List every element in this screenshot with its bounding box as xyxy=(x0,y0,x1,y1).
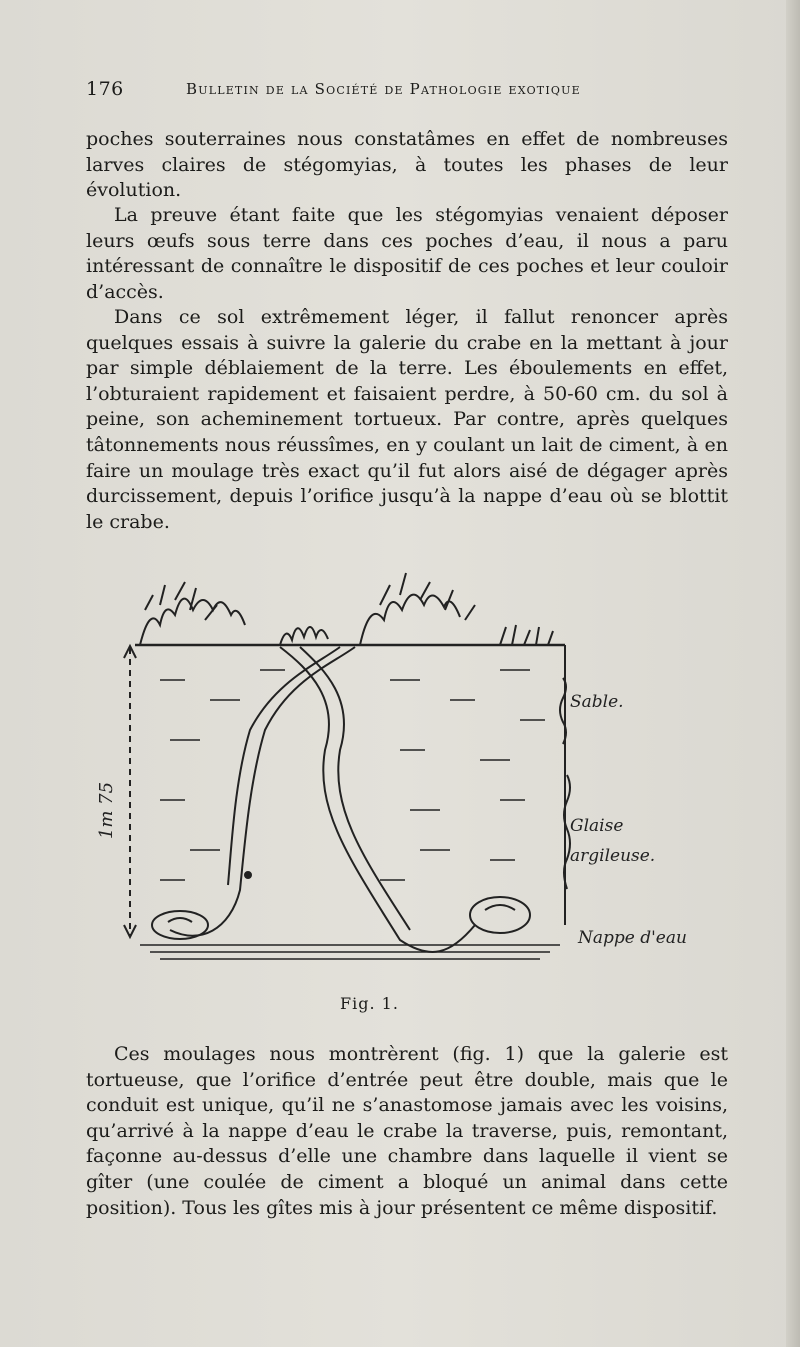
page-number: 176 xyxy=(86,78,124,100)
label-argileuse: argileuse. xyxy=(570,846,656,866)
paragraph-2: La preuve étant faite que les stégomyias venaient déposer leurs œufs sous terre dans ces poches d’eau, il nous a paru intéressant de connaître le dispositif de ces poches et leur couloir d’accès. xyxy=(86,204,728,303)
figure-crab-burrow xyxy=(96,550,720,990)
page-edge xyxy=(786,0,800,1347)
label-depth: 1m 75 xyxy=(96,781,118,840)
paragraph-4: Ces moulages nous montrèrent (fig. 1) que la galerie est tortueuse, que l’orifice d’entrée peut être double, mais que le conduit est unique, qu’il ne s’anastomose jamais avec les voisins, qu’arrivé à la nappe d’eau le crabe la traverse, puis, remontant, façonne au-dessus d’elle une chambre dans laquelle il vient se gîter (une coulée de ciment a bloqué un animal dans cette position). Tous les gîtes mis à jour présentent ce même dispositif. xyxy=(86,1043,728,1219)
figure-caption: Fig. 1. xyxy=(340,994,399,1013)
paragraph-3: Dans ce sol extrêmement léger, il fallut renoncer après quelques essais à suivre la galerie du crabe en la mettant à jour par simple déblaiement de la terre. Les éboulements en effet, l’obturaient rapidement et faisaient perdre, à 50-60 cm. du sol à peine, son acheminement tortueux. Par contre, après quelques tâtonnements nous réussîmes, en y coulant un lait de ciment, à en faire un moulage très exact qu’il fut alors aisé de dégager après durcissement, depuis l’orifice jusqu’à la nappe d’eau où se blottit le crabe. xyxy=(86,306,728,533)
label-sable: Sable. xyxy=(570,692,624,712)
label-glaise: Glaise xyxy=(570,816,624,836)
label-nappe-d-eau: Nappe d'eau xyxy=(578,928,687,948)
running-head: Bulletin de la Société de Pathologie exotique xyxy=(186,80,581,98)
paragraph-1: poches souterraines nous constatâmes en effet de nombreuses larves claires de stégomyias, à toutes les phases de leur évolution. xyxy=(86,128,728,202)
page-header xyxy=(86,78,726,104)
burrow-drawing xyxy=(100,550,720,990)
